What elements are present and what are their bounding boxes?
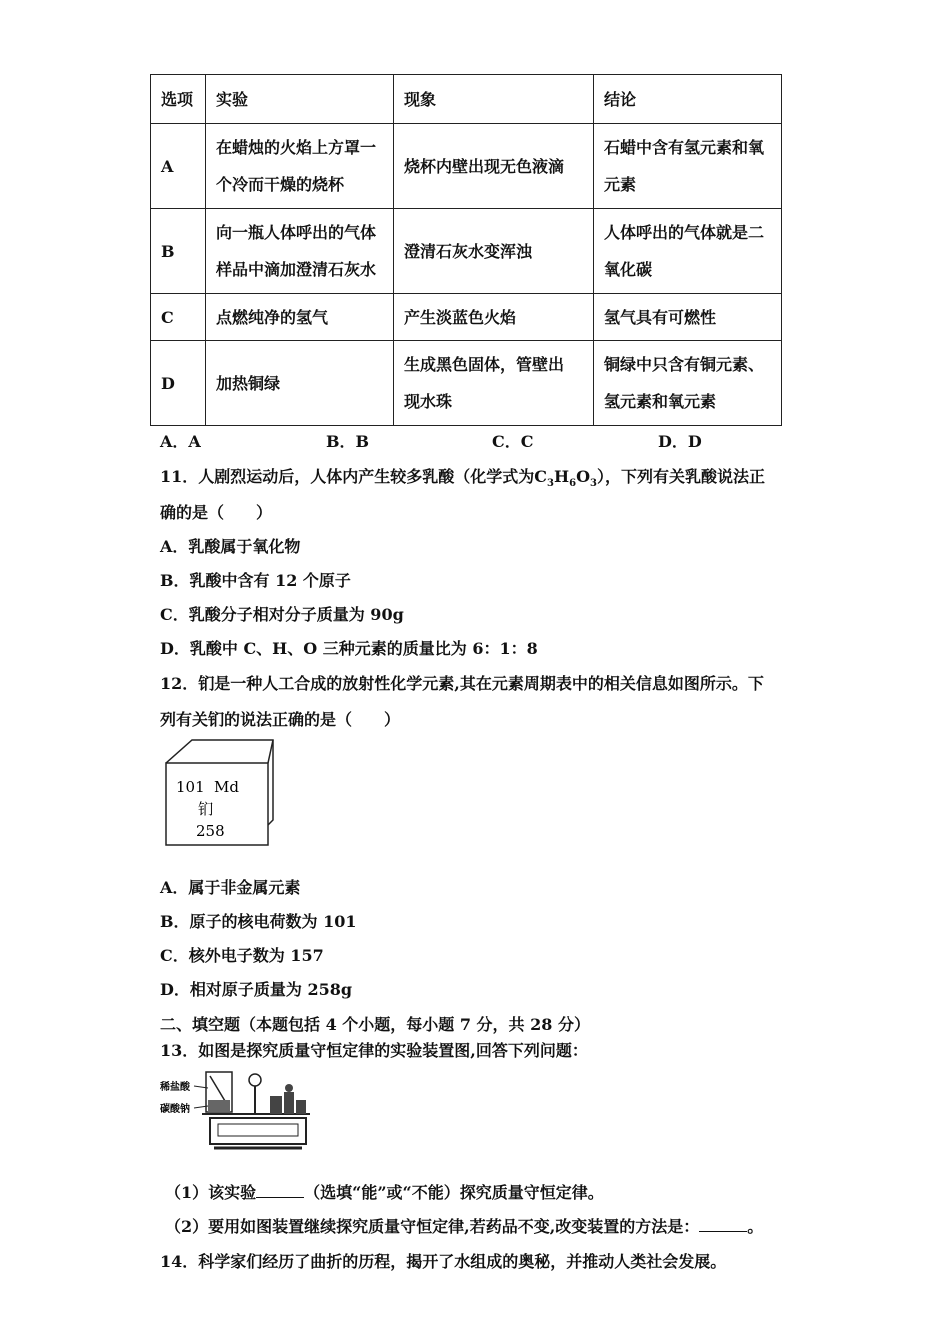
phenomenon-cell [394,294,594,341]
experiment-cell [206,209,394,294]
q13-sub2-post: 。 [747,1217,764,1236]
cell-line: 向一瓶人体呼出的气体 [216,223,377,242]
balance-knob [249,1074,261,1086]
phenomenon-cell [394,341,594,426]
q10-options [160,429,824,452]
q13-sub2-pre: （2）要用如图装置继续探究质量守恒定律,若药品不变,改变装置的方法是： [165,1217,700,1236]
option-cell: D [151,341,206,426]
element-name: 钔 [198,800,214,818]
phenomenon-cell [394,124,594,209]
conclusion-cell [594,124,782,209]
q12-stem-line2: 列有关钔的说法正确的是（ ） [160,710,401,729]
cell-line: 氧化碳 [604,260,653,279]
formula-element: C [534,467,548,486]
chemical-formula [534,467,597,490]
element-cube-figure [160,738,280,850]
cell-line: 点燃纯净的氢气 [216,307,329,327]
option-cell: C [151,294,206,341]
conclusion-cell [594,209,782,294]
table-header-row [151,75,782,124]
cell-line: 在蜡烛的火焰上方罩一 [216,138,377,157]
table-row [151,209,782,294]
balance-apparatus-figure [158,1066,318,1158]
table-row [151,124,782,209]
balance-base [210,1118,306,1144]
formula-element: H [553,467,570,486]
table-header-cell: 现象 [394,75,594,124]
formula-subscript: 3 [590,478,597,490]
cell-line: 石蜡中含有氢元素和氧 [604,138,765,157]
q13-sub2 [165,1214,763,1237]
q13-sub1-pre: （1）该实验 [165,1183,257,1202]
q11-stem-pre: 11．人剧烈运动后，人体内产生较多乳酸（化学式为 [160,467,535,486]
table-header-cell: 结论 [594,75,782,124]
atomic-number: 101 [176,778,205,796]
phenomenon-cell [394,209,594,294]
q13-sub1-post: （选填“能”或“不能）探究质量守恒定律。 [304,1183,604,1202]
q11-option-d: D．乳酸中 C、H、O 三种元素的质量比为 6：1：8 [160,639,538,658]
q12-option-b: B．原子的核电荷数为 101 [160,912,357,931]
q11-option-a: A．乳酸属于氧化物 [160,537,301,556]
cell-line: 铜绿中只含有铜元素、 [604,355,765,374]
table-header-cell: 实验 [206,75,394,124]
experiment-cell [206,294,394,341]
cell-line: 元素 [604,175,637,194]
cell-line: 样品中滴加澄清石灰水 [216,260,377,279]
q11-stem-line2: 确的是（ ） [160,503,273,522]
table-row [151,341,782,426]
weight [284,1092,294,1114]
q10-option-c: C．C [492,432,534,451]
conclusion-cell [594,294,782,341]
q14-stem: 14．科学家们经历了曲折的历程，揭开了水组成的奥秘，并推动人类社会发展。 [160,1252,727,1271]
q10-option-a: A．A [160,432,201,451]
weight [296,1100,306,1114]
q12-option-a: A．属于非金属元素 [160,878,301,897]
cell-line: 氢元素和氧元素 [604,392,717,411]
conclusion-cell [594,341,782,426]
answer-blank[interactable] [256,1183,304,1198]
experiment-cell [206,341,394,426]
cell-line: 生成黑色固体，管壁出 [404,355,565,374]
experiment-cell [206,124,394,209]
formula-subscript: 3 [547,478,554,490]
cell-line: 氢气具有可燃性 [604,307,717,327]
formula-subscript: 6 [569,478,577,490]
q12-option-c: C．核外电子数为 157 [160,946,324,965]
q13-stem: 13．如图是探究质量守恒定律的实验装置图,回答下列问题： [160,1041,588,1060]
experiment-table [150,74,782,426]
option-cell: A [151,124,206,209]
q11-option-c: C．乳酸分子相对分子质量为 90g [160,605,404,624]
cell-line: 澄清石灰水变浑浊 [404,241,533,261]
cell-line: 现水珠 [404,392,453,411]
q11-stem-line1 [160,464,765,489]
cell-line: 产生淡蓝色火焰 [404,307,517,327]
q13-sub1 [165,1180,604,1203]
beaker-liquid [208,1100,230,1112]
section-heading: 二、填空题（本题包括 4 个小题，每小题 7 分，共 28 分） [160,1015,590,1034]
atomic-mass: 258 [196,822,225,840]
table-header-cell: 选项 [151,75,206,124]
formula-element: O [576,467,591,486]
cell-line: 人体呼出的气体就是二 [604,223,765,242]
label-sodium-carbonate: 碳酸钠 [160,1104,190,1115]
q11-stem-post: ），下列有关乳酸说法正 [596,467,765,486]
weight-top [285,1084,293,1092]
option-cell: B [151,209,206,294]
q11-option-b: B．乳酸中含有 12 个原子 [160,571,351,590]
label-hydrochloric-acid: 稀盐酸 [160,1082,190,1093]
table-row [151,294,782,341]
cell-line: 加热铜绿 [216,373,281,393]
weight [270,1096,282,1114]
answer-blank[interactable] [699,1217,747,1232]
q10-option-b: B．B [326,432,370,451]
q12-stem-line1: 12．钔是一种人工合成的放射性化学元素,其在元素周期表中的相关信息如图所示。下 [160,674,764,693]
cell-line: 个冷而干燥的烧杯 [216,175,345,194]
element-symbol: Md [214,778,239,796]
balance-scale [218,1124,298,1136]
q12-option-d: D．相对原子质量为 258g [160,980,353,999]
q10-option-d: D．D [658,432,702,451]
cell-line: 烧杯内壁出现无色液滴 [404,156,565,176]
